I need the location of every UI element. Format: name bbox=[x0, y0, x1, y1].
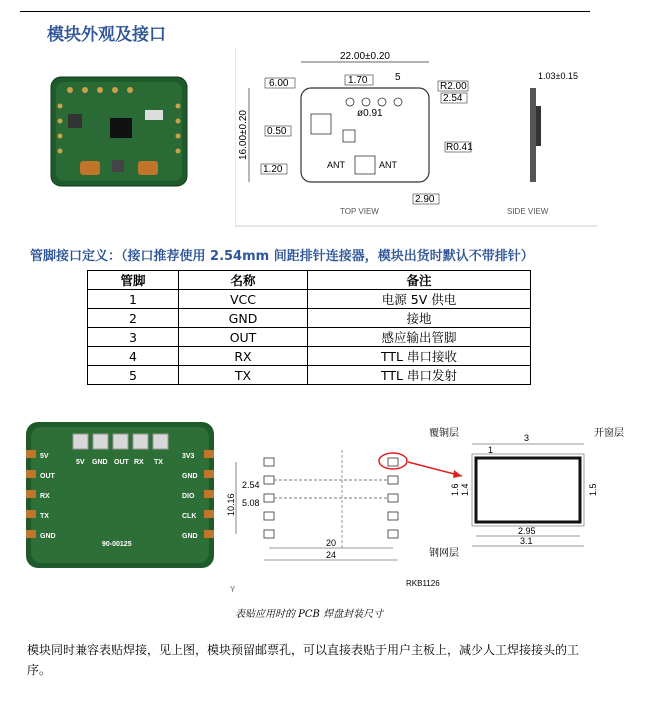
left-pin-label: OUT bbox=[40, 473, 55, 480]
module-dimension-drawing bbox=[235, 48, 597, 228]
section-title-appearance: 模块外观及接口 bbox=[47, 25, 166, 45]
dim-254: 2.54 bbox=[443, 93, 463, 104]
gang-wang-label: 钢网层 bbox=[429, 548, 459, 559]
cell: 1 bbox=[88, 290, 179, 309]
col-header-pin: 管脚 bbox=[88, 271, 179, 290]
cell: 3 bbox=[88, 328, 179, 347]
cell: TX bbox=[179, 366, 308, 385]
top-pin-label: RX bbox=[134, 459, 144, 466]
table-row bbox=[88, 328, 531, 347]
cell: 5 bbox=[88, 366, 179, 385]
dim-120: 1.20 bbox=[263, 164, 283, 175]
dim-r2: R2.00 bbox=[440, 81, 467, 92]
dim-31: 3.1 bbox=[520, 536, 533, 546]
fu-tong-label: 覆铜层 bbox=[429, 428, 459, 439]
top-pin-label: 5V bbox=[76, 459, 85, 466]
cell: TTL 串口发射 bbox=[308, 366, 531, 385]
dim-5: 5 bbox=[395, 72, 401, 83]
dim-14: 1.4 bbox=[460, 483, 470, 496]
ant-left: ANT bbox=[327, 160, 345, 170]
pin-table bbox=[87, 270, 531, 385]
dim-20: 20 bbox=[326, 538, 337, 548]
dim-508: 5.08 bbox=[242, 498, 260, 508]
dim-16: 1.6 bbox=[450, 483, 460, 496]
right-pin-label: GND bbox=[182, 533, 198, 540]
left-pin-label: 5V bbox=[40, 453, 49, 460]
dim-24: 24 bbox=[326, 550, 337, 560]
col-header-name: 名称 bbox=[179, 271, 308, 290]
pcb-footprint-drawing bbox=[222, 420, 637, 592]
side-dim: 1.03±0.15 bbox=[538, 71, 578, 81]
col-header-note: 备注 bbox=[308, 271, 531, 290]
cell: 电源 5V 供电 bbox=[308, 290, 531, 309]
dim-15: 1.5 bbox=[588, 483, 598, 496]
table-row bbox=[88, 309, 531, 328]
cell: 感应输出管脚 bbox=[308, 328, 531, 347]
module-photo-bottom bbox=[26, 422, 214, 568]
cell: 接地 bbox=[308, 309, 531, 328]
cell: 2 bbox=[88, 309, 179, 328]
table-row bbox=[88, 347, 531, 366]
dim-290: 2.90 bbox=[415, 194, 435, 205]
right-pin-label: GND bbox=[182, 473, 198, 480]
section-title-pins: 管脚接口定义：（接口推荐使用 2.54mm 间距排针连接器，模块出货时默认不带排针） bbox=[30, 249, 534, 264]
dim-091: ø0.91 bbox=[357, 108, 383, 119]
left-pin-label: GND bbox=[40, 533, 56, 540]
table-row bbox=[88, 366, 531, 385]
right-pin-label: CLK bbox=[182, 513, 197, 520]
table-header-row bbox=[88, 271, 531, 290]
dim-1016: 10.16 bbox=[226, 493, 236, 516]
module-photo-top bbox=[50, 76, 188, 187]
dim-6: 6.00 bbox=[269, 78, 289, 89]
top-view-label: TOP VIEW bbox=[340, 207, 379, 216]
figure-caption: 表贴应用时的 PCB 焊盘封装尺寸 bbox=[235, 609, 384, 620]
left-pin-label: TX bbox=[40, 513, 49, 520]
left-pin-label: RX bbox=[40, 493, 50, 500]
cell: RX bbox=[179, 347, 308, 366]
cell: OUT bbox=[179, 328, 308, 347]
dim-width: 22.00±0.20 bbox=[340, 51, 390, 62]
table-row bbox=[88, 290, 531, 309]
dim-3: 3 bbox=[524, 433, 530, 443]
board-model-label: 90-00125 bbox=[102, 541, 132, 548]
header-rule bbox=[20, 11, 590, 12]
dim-height: 16.00±0.20 bbox=[238, 110, 249, 160]
dim-295: 2.95 bbox=[518, 526, 536, 536]
y-mark: Y bbox=[230, 585, 236, 592]
dim-170: 1.70 bbox=[348, 75, 368, 86]
top-pin-label: TX bbox=[154, 459, 163, 466]
body-paragraph: 模块同时兼容表贴焊接，见上图，模块预留邮票孔，可以直接表贴于用户主板上，减少人工焊接接头的工序。 bbox=[27, 643, 580, 677]
kai-chuang-label: 开窗层 bbox=[594, 428, 624, 439]
right-pin-label: DIO bbox=[182, 493, 195, 500]
cell: TTL 串口接收 bbox=[308, 347, 531, 366]
dim-r041: R0.41 bbox=[446, 142, 473, 153]
cell: VCC bbox=[179, 290, 308, 309]
dim-050: 0.50 bbox=[267, 126, 287, 137]
dim-254b: 2.54 bbox=[242, 480, 260, 490]
right-pin-label: 3V3 bbox=[182, 453, 195, 460]
cell: GND bbox=[179, 309, 308, 328]
dim-1: 1 bbox=[488, 445, 494, 455]
side-view-label: SIDE VIEW bbox=[507, 207, 549, 216]
footprint-label: RKB1126 bbox=[406, 579, 440, 588]
top-pin-label: OUT bbox=[114, 459, 129, 466]
cell: 4 bbox=[88, 347, 179, 366]
top-pin-label: GND bbox=[92, 459, 108, 466]
ant-right: ANT bbox=[379, 160, 397, 170]
